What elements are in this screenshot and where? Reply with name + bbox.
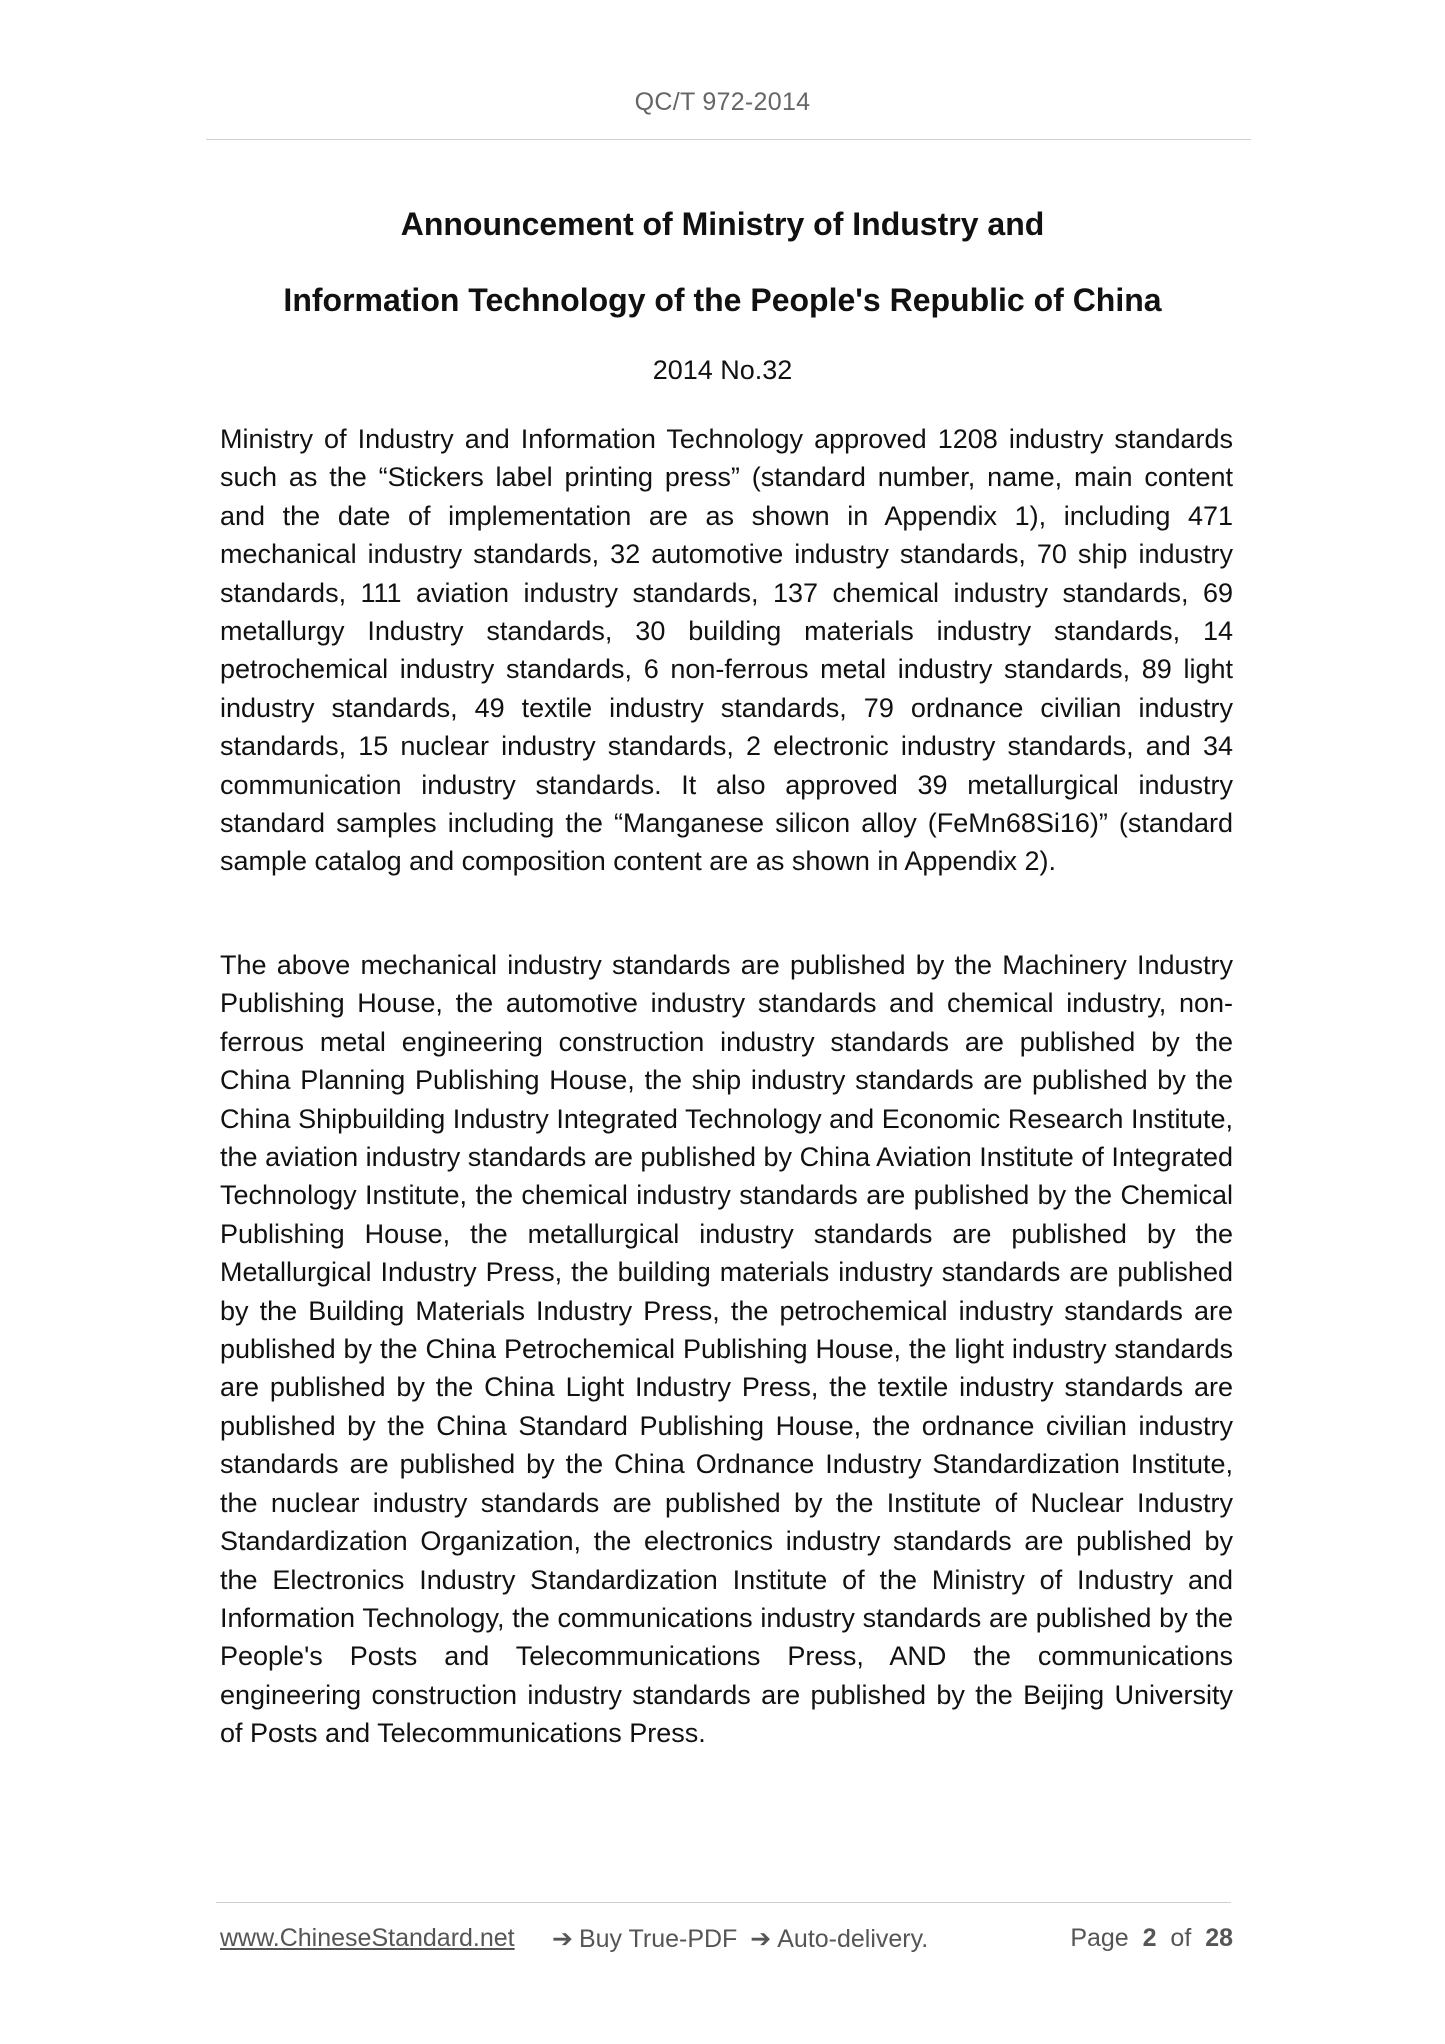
chinesestandard-link[interactable]: www.ChineseStandard.net xyxy=(220,1924,515,1952)
title-line-1: Announcement of Ministry of Industry and xyxy=(400,206,1045,242)
page-of-label: of xyxy=(1170,1924,1192,1952)
body-paragraph-1: Ministry of Industry and Information Technology approved 1208 industry standards such as the “Stickers label printing press” (standard number, name, main content and the date of implementation are as shown in Appendix 1), including 471 mechanical industry standards, 32 automotive industry standards, 70 ship industry standards, 111 aviation industry standards, 137 chemical industry standards, 69 metallurgy Industry standards, 30 building materials industry standards, 14 petrochemical industry standards, 6 non-ferrous metal industry standards, 89 light industry standards, 49 textile industry standards, 79 ordnance civilian industry standards, 15 nuclear industry standards, 2 electronic industry standards, and 34 communication industry standards. It also approved 39 metallurgical industry standard samples including the “Manganese silicon alloy (FeMn68Si16)” (standard sample catalog and composition content are as shown in Appendix 2). xyxy=(220,424,1233,877)
announcement-number: 2014 No.32 xyxy=(652,355,793,385)
footer-purchase-steps xyxy=(546,1924,928,1954)
announcement-title xyxy=(150,186,1295,338)
footer-divider xyxy=(216,1902,1231,1903)
page-label: Page xyxy=(1070,1924,1129,1952)
body-paragraph-2: The above mechanical industry standards are published by the Machinery Industry Publishing House, the automotive industry standards and chemical industry, non-ferrous metal engineering construction industry standards are published by the China Planning Publishing House, the ship industry standards are published by the China Shipbuilding Industry Integrated Technology and Economic Research Institute, the aviation industry standards are published by China Aviation Institute of Integrated Technology Institute, the chemical industry standards are published by the Chemical Publishing House, the metallurgical industry standards are published by the Metallurgical Industry Press, the building materials industry standards are published by the Building Materials Industry Press, the petrochemical industry standards are published by the China Petrochemical Publishing House, the light industry standards are published by the China Light Industry Press, the textile industry standards are published by the China Standard Publishing House, the ordnance civilian industry standards are published by the China Ordnance Industry Standardization Institute, the nuclear industry standards are published by the Institute of Nuclear Industry Standardization Organization, the electronics industry standards are published by the Electronics Industry Standardization Institute of the Ministry of Industry and Information Technology, the communications industry standards are published by the People's Posts and Telecommunications Press, AND the communications engineering construction industry standards are published by the Beijing University of Posts and Telecommunications Press. xyxy=(220,950,1233,1749)
page-counter xyxy=(1070,1924,1233,1953)
buy-true-pdf-text: Buy True-PDF xyxy=(578,1925,738,1953)
title-line-2: Information Technology of the People's Republic of China xyxy=(283,282,1162,318)
auto-delivery-text: Auto-delivery. xyxy=(777,1925,929,1953)
arrow-right-icon: ➔ xyxy=(750,1925,772,1953)
header-divider xyxy=(206,139,1251,140)
page-total: 28 xyxy=(1205,1924,1233,1952)
arrow-right-icon: ➔ xyxy=(552,1925,573,1953)
running-header: QC/T 972-2014 xyxy=(634,88,811,116)
page-footer xyxy=(220,1924,1233,1960)
page-current: 2 xyxy=(1142,1924,1157,1952)
